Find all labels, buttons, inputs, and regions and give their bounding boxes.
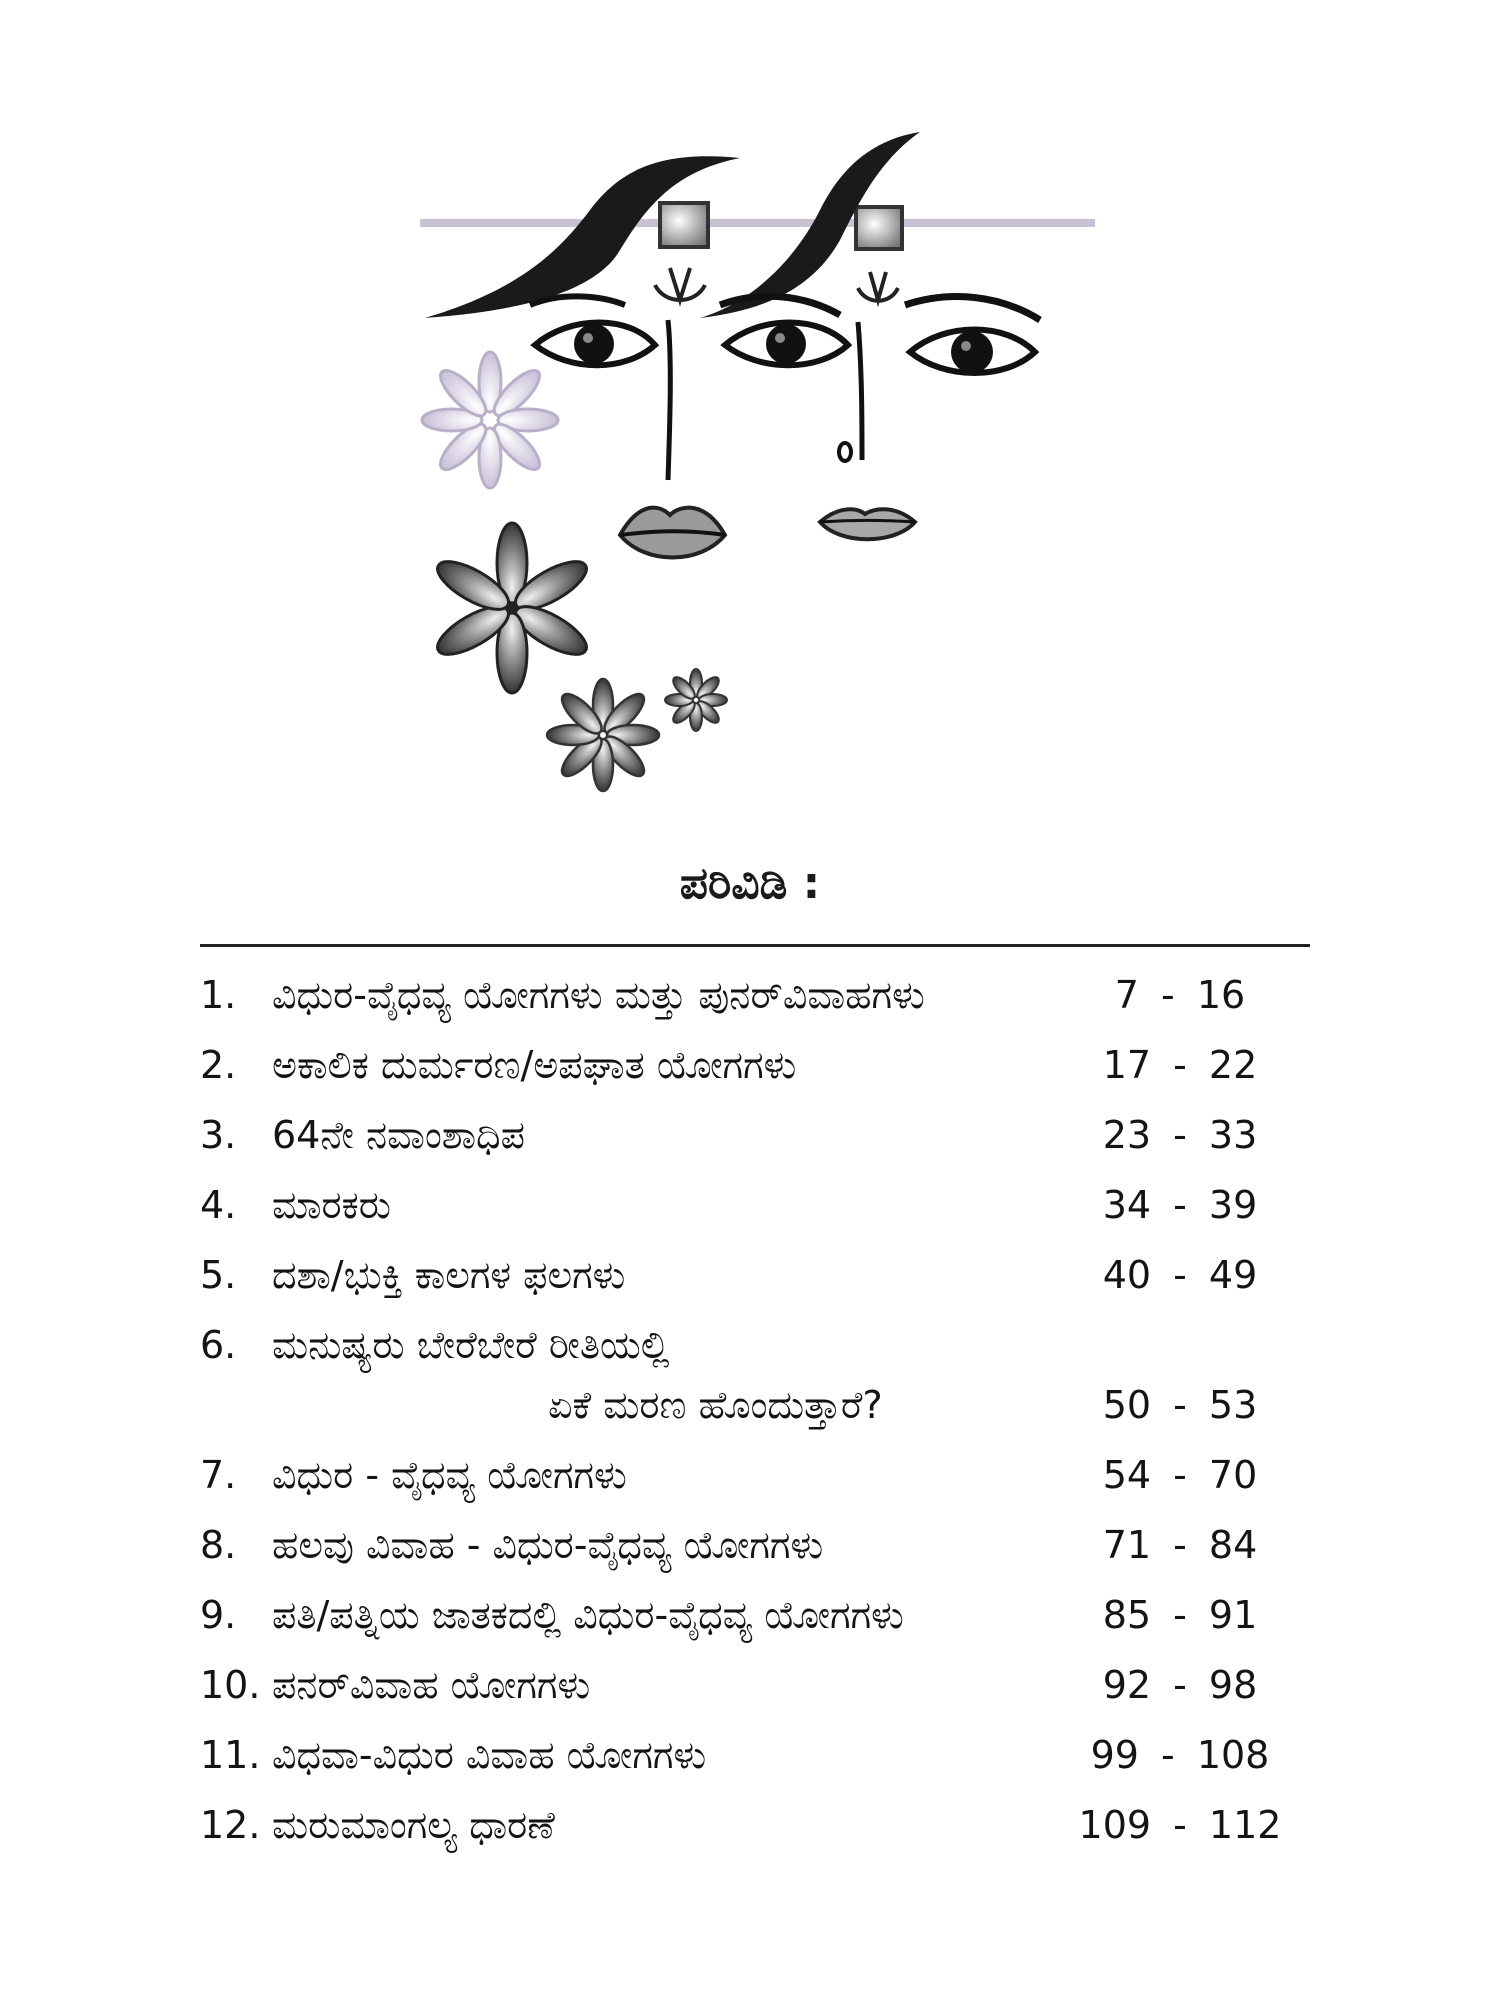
toc-number: 8. [200, 1523, 237, 1567]
toc-title: ವಿಧುರ-ವೈಧವ್ಯ ಯೋಗಗಳು ಮತ್ತು ಪುನರ್‌ವಿವಾಹಗಳು [272, 973, 925, 1017]
toc-pages: 92 - 98 [1102, 1663, 1258, 1707]
eye-3 [910, 330, 1035, 374]
toc-number: 11. [200, 1733, 261, 1777]
toc-entry [0, 1650, 1500, 1720]
toc-pages: 34 - 39 [1102, 1183, 1258, 1227]
toc-number: 12. [200, 1803, 261, 1847]
toc-pages: 71 - 84 [1102, 1523, 1258, 1567]
toc-number: 2. [200, 1043, 237, 1087]
nose-right [858, 322, 862, 460]
lips-right [820, 509, 915, 539]
brow-left [530, 296, 625, 305]
decorative-line [420, 219, 1095, 227]
toc-number: 4. [200, 1183, 237, 1227]
flower-large [431, 523, 593, 693]
toc-number: 1. [200, 973, 237, 1017]
toc-pages: 99 - 108 [1090, 1733, 1270, 1777]
toc-entry [0, 1440, 1500, 1510]
toc-title: ದಶಾ/ಭುಕ್ತಿ ಕಾಲಗಳ ಫಲಗಳು [272, 1253, 626, 1297]
toc-number: 10. [200, 1663, 261, 1707]
flower-small [665, 669, 727, 731]
toc-pages: 109 - 112 [1078, 1803, 1282, 1847]
toc-title: ಹಲವು ವಿವಾಹ - ವಿಧುರ-ವೈಧವ್ಯ ಯೋಗಗಳು [272, 1523, 824, 1567]
toc-number: 7. [200, 1453, 237, 1497]
toc-title: ವಿಧುರ - ವೈಧವ್ಯ ಯೋಗಗಳು [272, 1453, 627, 1497]
toc-entry [0, 1580, 1500, 1650]
toc-pages: 7 - 16 [1114, 973, 1246, 1017]
toc-pages: 85 - 91 [1102, 1593, 1258, 1637]
lips-left [620, 508, 725, 558]
bindi-right [856, 207, 902, 249]
toc-title: ಪನರ್‌ವಿವಾಹ ಯೋಗಗಳು [272, 1663, 591, 1707]
toc-pages: 17 - 22 [1102, 1043, 1258, 1087]
toc-pages: 40 - 49 [1102, 1253, 1258, 1297]
eye-1 [535, 323, 655, 366]
bindi-left [660, 203, 708, 247]
flower-pale [422, 352, 558, 488]
toc-entry [0, 1720, 1500, 1790]
toc-title: ಪತಿ/ಪತ್ನಿಯ ಜಾತಕದಲ್ಲಿ ವಿಧುರ-ವೈಧವ್ಯ ಯೋಗಗಳು [272, 1593, 904, 1637]
nose-left [668, 320, 670, 480]
toc-title-continuation: ಏಕೆ ಮರಣ ಹೊಂದುತ್ತಾರೆ? [548, 1383, 883, 1427]
toc-entry [0, 1030, 1500, 1100]
tilaka-right [858, 272, 898, 301]
toc-title: ಮನುಷ್ಯರು ಬೇರೆಬೇರೆ ರೀತಿಯಲ್ಲಿ [272, 1323, 670, 1367]
nose-ring [839, 443, 851, 461]
toc-number: 5. [200, 1253, 237, 1297]
toc-title: ಮಾರಕರು [272, 1183, 391, 1227]
tilaka-left [655, 268, 705, 300]
toc-entry [0, 1790, 1500, 1860]
toc-entry [0, 960, 1500, 1030]
toc-pages: 50 - 53 [1102, 1383, 1258, 1427]
heading-divider [200, 944, 1310, 947]
toc-title: ಮರುಮಾಂಗಲ್ಯ ಧಾರಣೆ [272, 1803, 555, 1847]
brow-right [905, 297, 1040, 320]
toc-number: 9. [200, 1593, 237, 1637]
toc-title: 64ನೇ ನವಾಂಶಾಧಿಪ [272, 1113, 525, 1157]
toc-entry-continuation [0, 1370, 1500, 1440]
toc-pages: 54 - 70 [1102, 1453, 1258, 1497]
faces-illustration [0, 0, 1500, 820]
toc-entry [0, 1510, 1500, 1580]
contents-heading: ಪರಿವಿಡಿ : [679, 858, 821, 909]
toc-number: 6. [200, 1323, 237, 1367]
toc-number: 3. [200, 1113, 237, 1157]
eye-2 [725, 323, 848, 366]
toc-entry [0, 1100, 1500, 1170]
toc-title: ಅಕಾಲಿಕ ದುರ್ಮರಣ/ಅಪಘಾತ ಯೋಗಗಳು [272, 1043, 797, 1087]
toc-pages: 23 - 33 [1102, 1113, 1258, 1157]
toc-entry [0, 1170, 1500, 1240]
flower-medium [547, 679, 659, 791]
toc-title: ವಿಧವಾ-ವಿಧುರ ವಿವಾಹ ಯೋಗಗಳು [272, 1733, 707, 1777]
toc-entry [0, 1240, 1500, 1310]
